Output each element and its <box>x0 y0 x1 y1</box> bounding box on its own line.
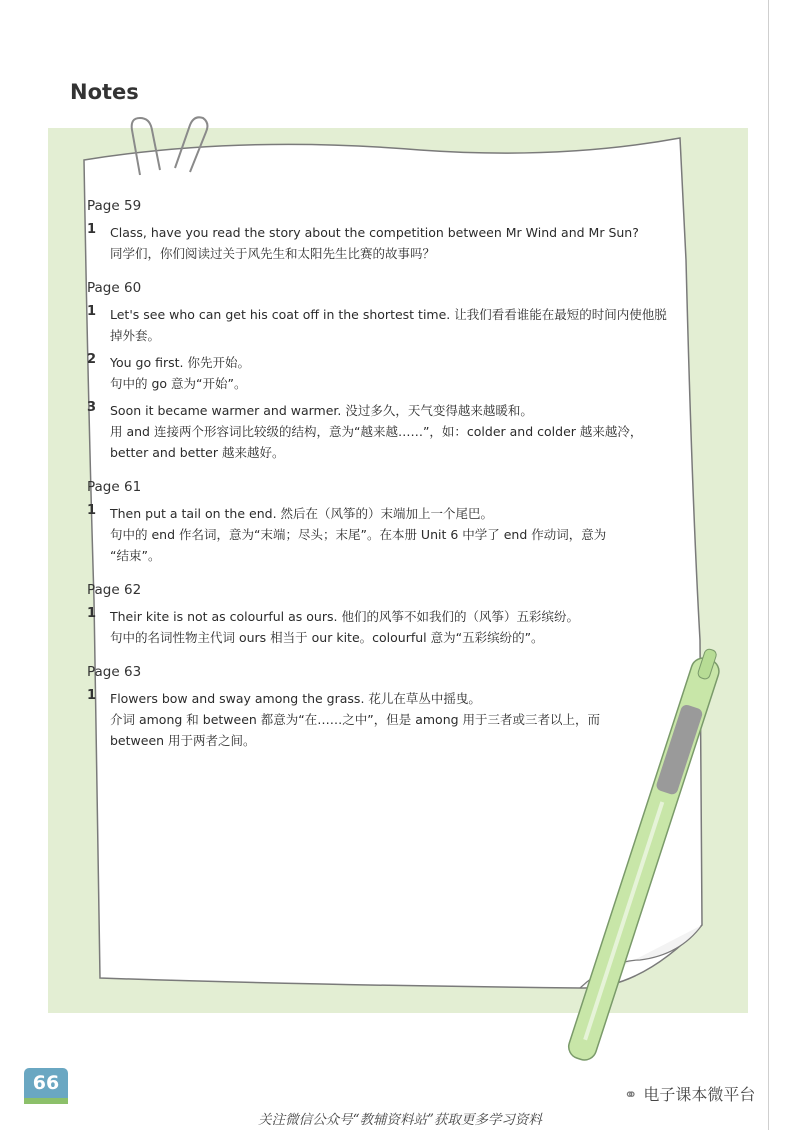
wechat-text: 电子课本微平台 <box>643 1085 756 1104</box>
note-line: 掉外套。 <box>110 328 161 343</box>
section-heading: Page 62 <box>87 582 142 598</box>
note-line: better and better 越来越好。 <box>110 445 285 460</box>
note-line: Soon it became warmer and warmer. 没过多久，天气变得越来越暖和。 <box>110 403 533 418</box>
item-number: 1 <box>87 503 97 518</box>
section-heading: Page 59 <box>87 198 142 214</box>
section-heading: Page 60 <box>87 280 142 296</box>
item-number: 1 <box>87 606 97 621</box>
note-line: Their kite is not as colourful as ours. 他们的风筝不如我们的（风筝）五彩缤纷。 <box>110 609 579 624</box>
page-title: Notes <box>70 80 139 104</box>
note-line: Flowers bow and sway among the grass. 花儿在草丛中摇曳。 <box>110 691 481 706</box>
note-line: 句中的名词性物主代词 ours 相当于 our kite。colourful 意为“五彩缤纷的”。 <box>110 630 544 645</box>
note-line: 用 and 连接两个形容词比较级的结构，意为“越来越……”，如：colder and colder 越来越冷， <box>110 424 643 439</box>
note-line: Class, have you read the story about the competition between Mr Wind and Mr Sun? <box>110 225 639 240</box>
note-line: 句中的 go 意为“开始”。 <box>110 376 247 391</box>
section-heading: Page 61 <box>87 479 142 495</box>
note-line: Let's see who can get his coat off in the shortest time. 让我们看看谁能在最短的时间内使他脱 <box>110 307 667 322</box>
note-line: 句中的 end 作名词，意为“末端；尽头；末尾”。在本册 Unit 6 中学了 end 作动词，意为 <box>110 527 607 542</box>
item-number: 2 <box>87 352 97 367</box>
item-number: 1 <box>87 688 97 703</box>
item-number: 1 <box>87 304 97 319</box>
page-number-bar <box>24 1098 68 1104</box>
item-number: 3 <box>87 400 97 415</box>
note-line: Then put a tail on the end. 然后在（风筝的）末端加上一个尾巴。 <box>110 506 494 521</box>
note-line: You go first. 你先开始。 <box>110 355 250 370</box>
item-number: 1 <box>87 222 97 237</box>
note-line: 同学们，你们阅读过关于风先生和太阳先生比赛的故事吗？ <box>110 246 436 261</box>
page-number: 66 <box>24 1068 68 1098</box>
wechat-icon: ⚭ <box>624 1085 638 1104</box>
note-line: “结束”。 <box>110 548 161 563</box>
note-line: between 用于两者之间。 <box>110 733 256 748</box>
note-line: 介词 among 和 between 都意为“在……之中”，但是 among 用于三者或三者以上，而 <box>110 712 601 727</box>
wechat-watermark <box>624 1082 755 1105</box>
footer-watermark: 关注微信公众号“教辅资料站”获取更多学习资料 <box>258 1112 542 1128</box>
section-heading: Page 63 <box>87 664 142 680</box>
